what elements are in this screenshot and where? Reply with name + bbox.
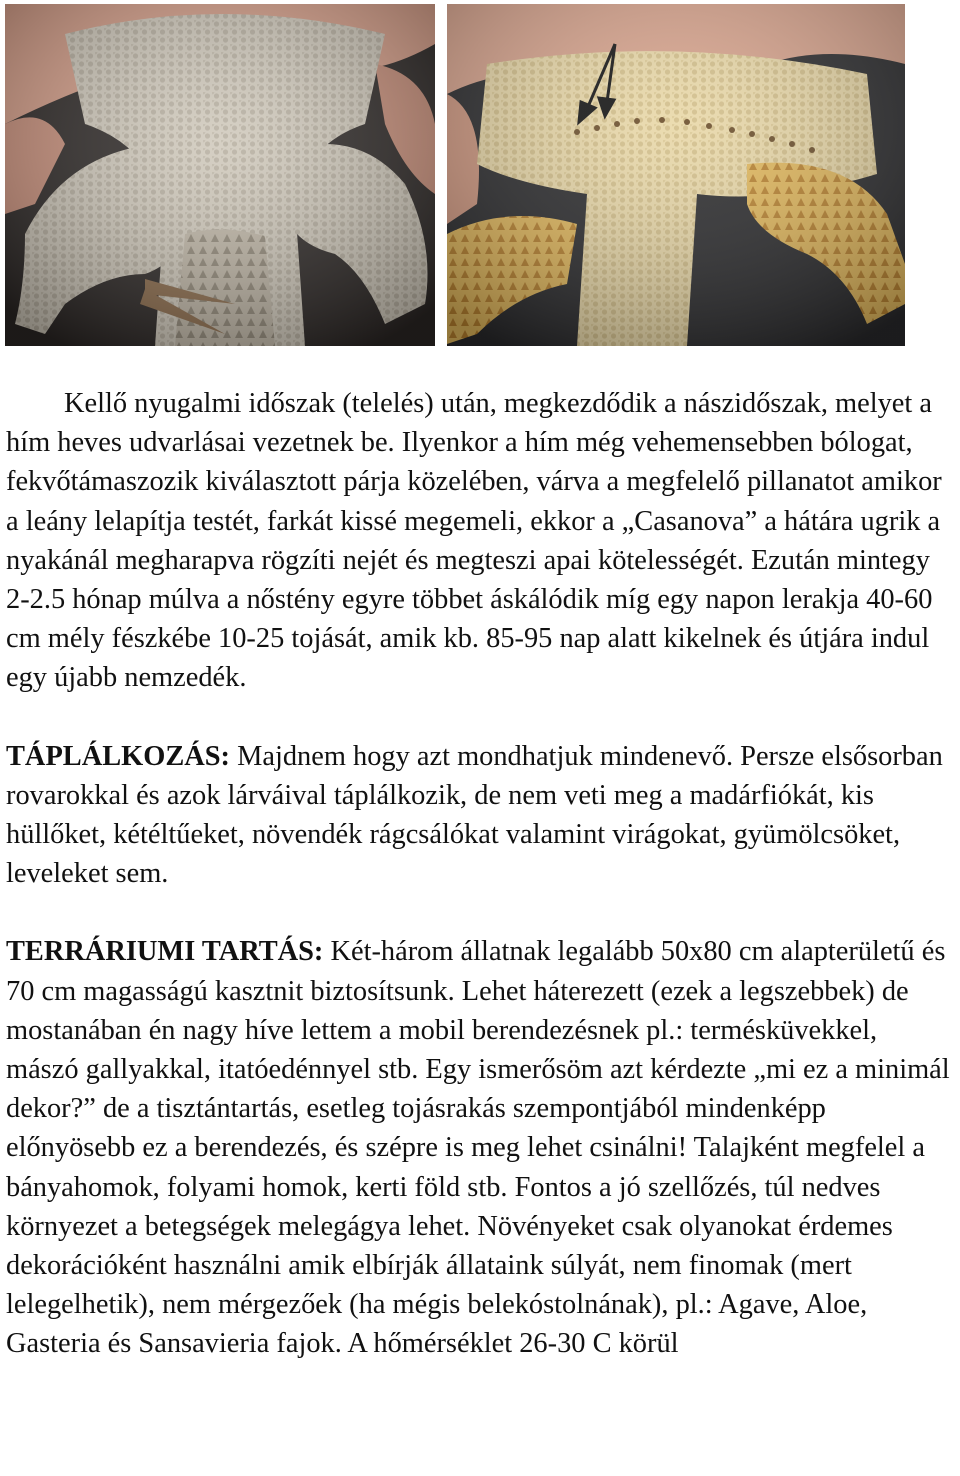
paragraph-feeding — [6, 737, 954, 894]
paragraph-gap — [6, 698, 954, 737]
paragraph-mating-text: Kellő nyugalmi időszak (telelés) után, megkezdődik a nászidőszak, melyet a hím heves udvarlásai vezetnek be. Ilyenkor a hím még vehemensebben bólogat, fekvőtámaszozik kiválasztott párja közelében, várva a megfelelő pillanatot amikor a leány lelapítja testét, farkát kissé megemeli, ekkor a „Casanova” a hátára ugrik a nyakánál megharapva rögzíti nejét és megteszi apai kötelességét. Ezután mintegy 2-2.5 hónap múlva a nőstény egyre többet áskálódik míg egy napon lerakja 40-60 cm mély fészkébe 10-25 tojását, amik kb. 85-95 nap alatt kikelnek és útjára indul egy újabb nemzedék. — [6, 388, 942, 694]
paragraph-mating — [6, 384, 954, 698]
paragraph-terrarium — [6, 932, 954, 1363]
paragraph-terrarium-text: Két-három állatnak legalább 50x80 cm alapterületű és 70 cm magasságú kasztnit biztosítsunk. Lehet háterezett (ezek a legszebbek) de mostanában én nagy híve lettem a mobil berendezésnek pl.: termésküvekkel, mászó gallyakkal, itatóedénnyel stb. Egy ismerősöm azt kérdezte „mi ez a minimál dekor?” de a tisztántartás, esetleg tojásrakás szempontjából mindenképp előnyösebb ez a berendezés, és szépre is meg lehet csinálni! Talajként megfelel a bányahomok, folyami homok, kerti föld stb. Fontos a jó szellőzés, túl nedves környezet a betegségek melegágya lehet. Növényeket csak olyanokat érdemes dekorációként használni amik elbírják állataink súlyát, nem finomak (mert lelegelhetik), nem mérgezőek (ha mégis belekóstolnának), pl.: Agave, Aloe, Gasteria és Sansavieria fajok. A hőmérséklet 26-30 C körül — [6, 936, 950, 1360]
article-body — [6, 384, 954, 1364]
photo-strip — [0, 0, 960, 346]
paragraph-feeding-text: Majdnem hogy azt mondhatjuk mindenevő. Persze elsősorban rovarokkal és azok lárváival táplálkozik, de nem veti meg a madárfiókát, kis hüllőket, kétéltűeket, növendék rágcsálókat valamint virágokat, gyümölcsöket, leveleket sem. — [6, 740, 943, 890]
paragraph-gap — [6, 893, 954, 932]
heading-feeding: TÁPLÁLKOZÁS: — [6, 740, 231, 772]
lizard-underside-photo-left — [5, 4, 435, 346]
heading-terrarium: TERRÁRIUMI TARTÁS: — [6, 936, 324, 968]
lizard-underside-photo-right — [447, 4, 905, 346]
